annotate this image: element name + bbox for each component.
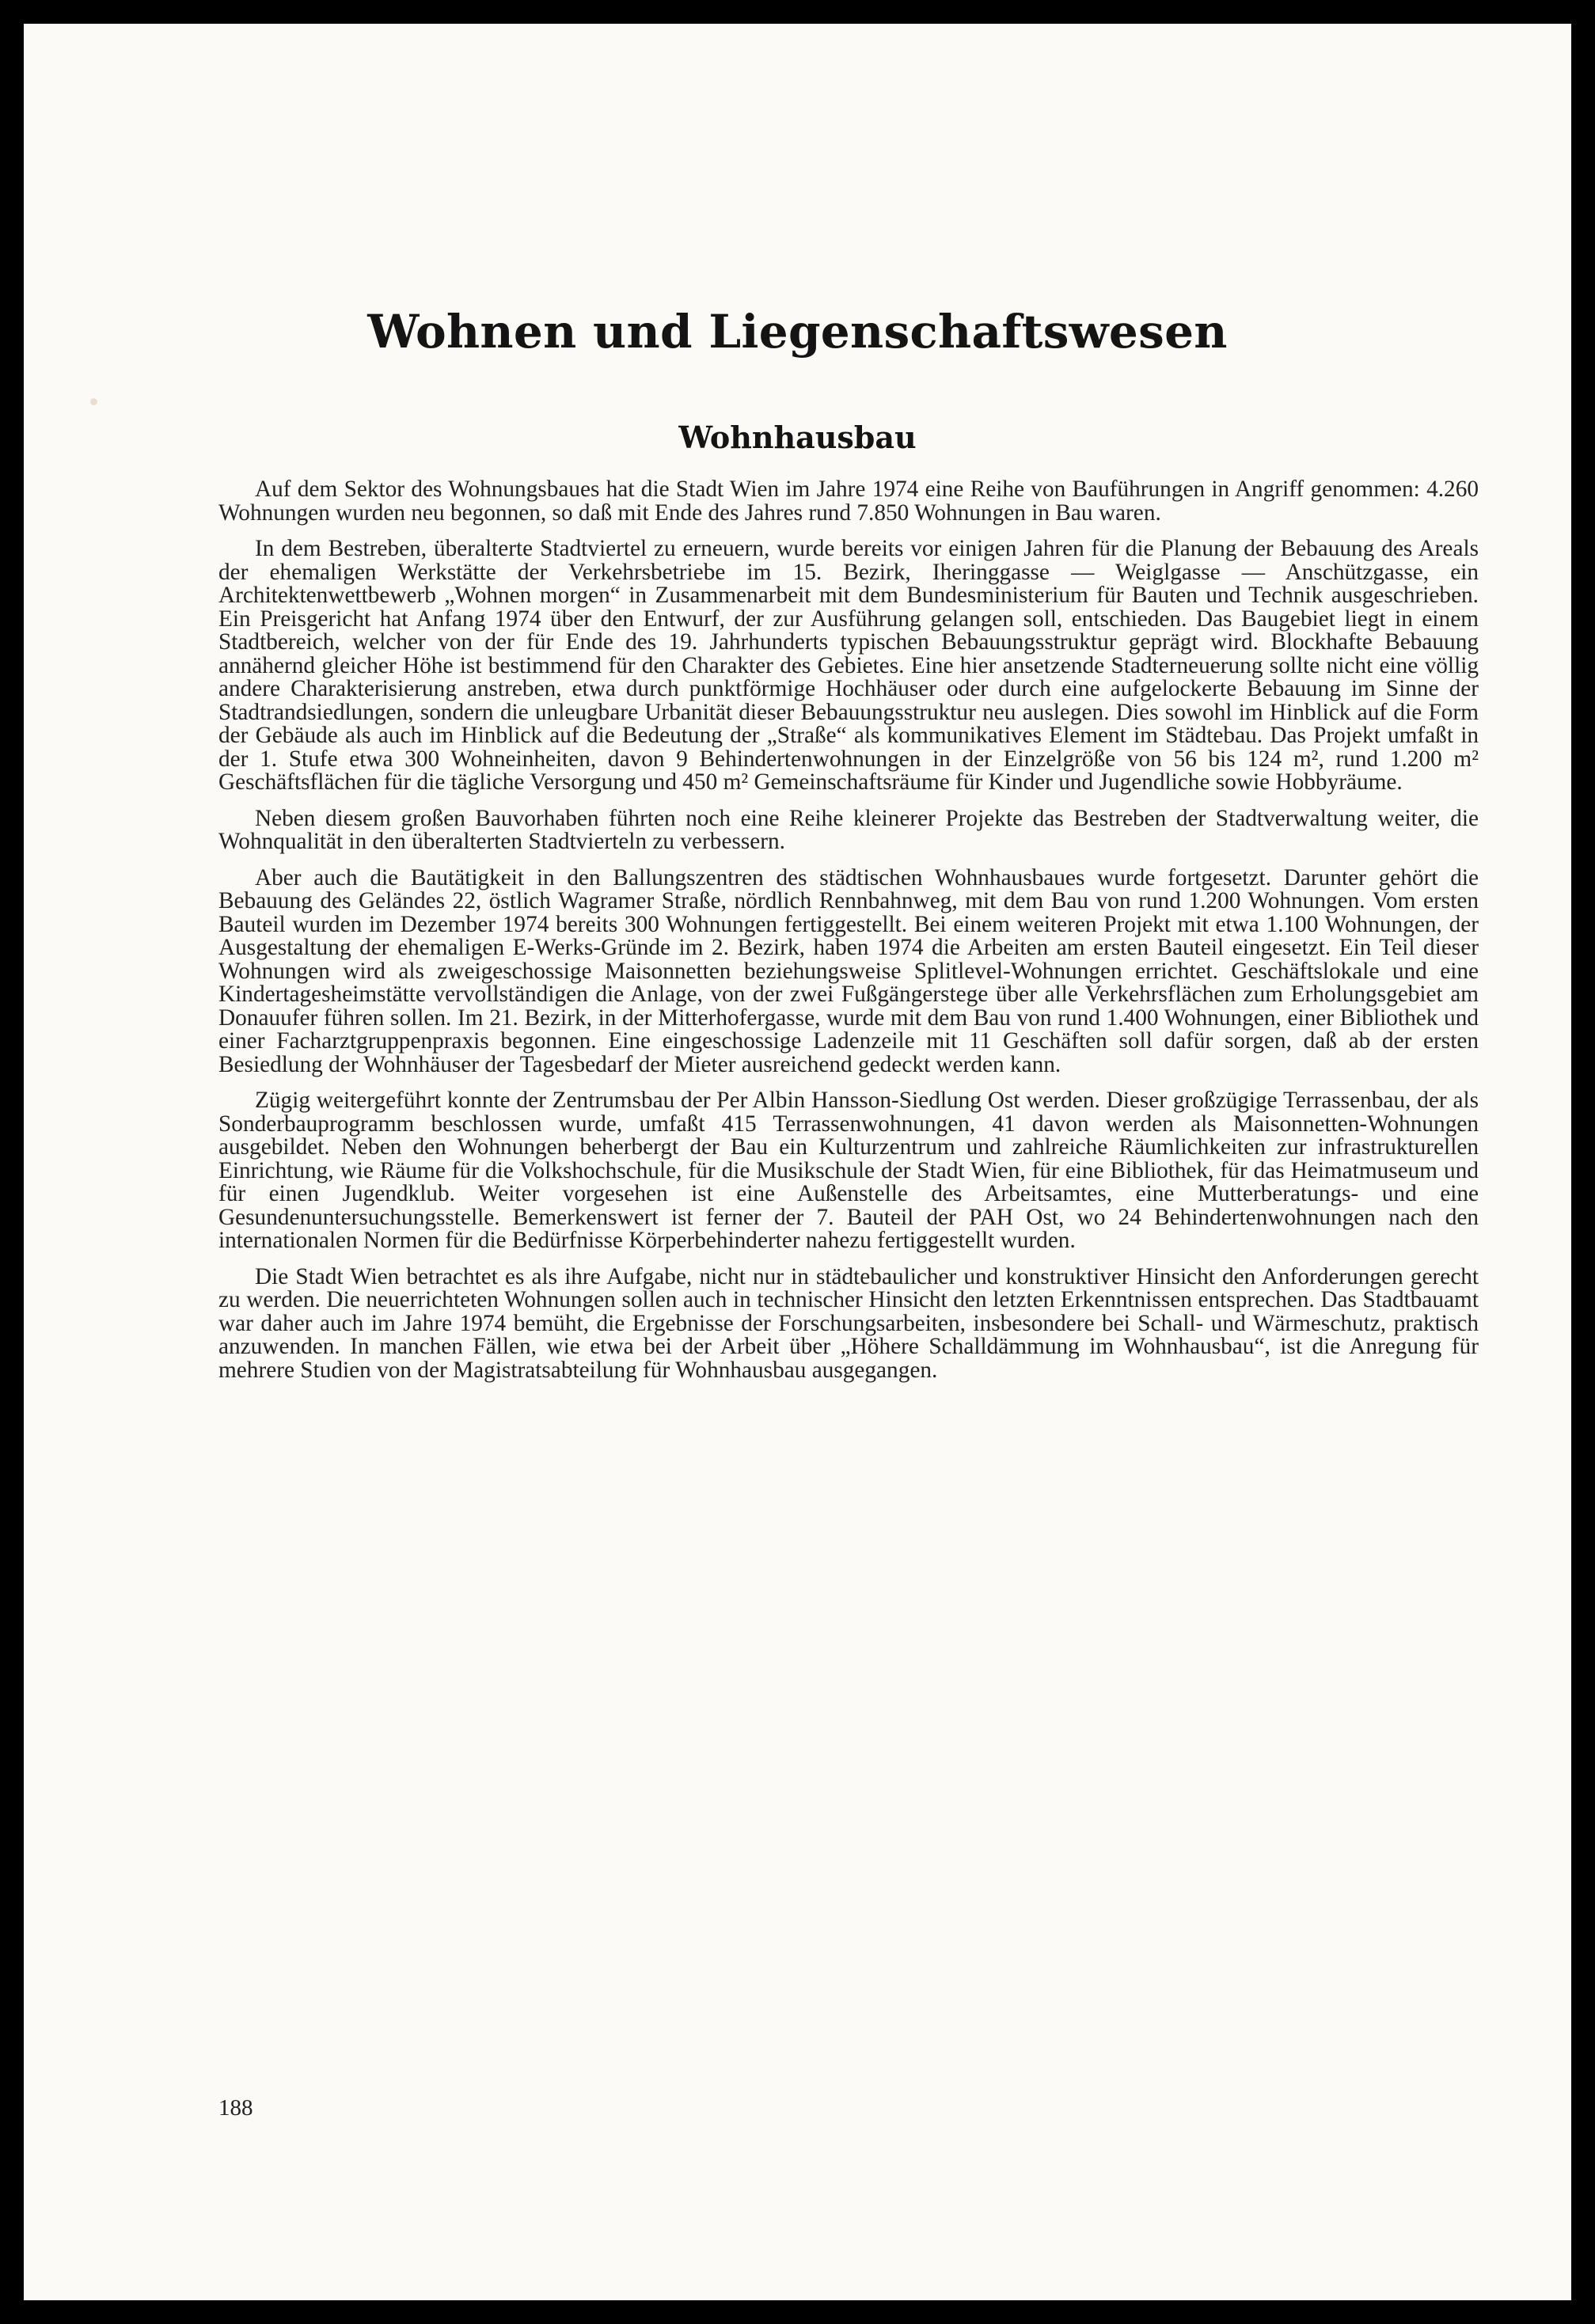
- paragraph-5: Zügig weitergeführt konnte der Zentrumsbau der Per Albin Hansson-Siedlung Ost werden. Dieser großzügige Terrassenbau, der als Sonderbauprogramm beschlossen wurde, umfaßt 415 Terrassenwohnungen, 41 davon werden als Maisonnetten-Wohnungen ausgebildet. Neben den Wohnungen beherbergt der Bau ein Kulturzentrum und zahlreiche Räumlichkeiten zur infrastrukturellen Einrichtung, wie Räume für die Volkshochschule, für die Musikschule der Stadt Wien, für eine Bibliothek, für das Heimatmuseum und für einen Jugendklub. Weiter vorgesehen ist eine Außenstelle des Arbeitsamtes, eine Mutterberatungs- und eine Gesundenuntersuchungsstelle. Bemerkenswert ist ferner der 7. Bauteil der PAH Ost, wo 24 Behindertenwohnungen nach den internationalen Normen für die Bedürfnisse Körperbehinderter nahezu fertiggestellt wurden.: [218, 1088, 1479, 1253]
- paragraph-1: Auf dem Sektor des Wohnungsbaues hat die Stadt Wien im Jahre 1974 eine Reihe von Bauführungen in Angriff genommen: 4.260 Wohnungen wurden neu begonnen, so daß mit Ende des Jahres rund 7.850 Wohnungen in Bau waren.: [218, 477, 1479, 526]
- paper-speck: [90, 398, 97, 405]
- body-text: [218, 478, 1479, 1395]
- section-title: Wohnhausbau: [678, 420, 917, 455]
- page-number: 188: [218, 2095, 253, 2121]
- paragraph-6: Die Stadt Wien betrachtet es als ihre Aufgabe, nicht nur in städtebaulicher und konstruktiver Hinsicht den Anforderungen gerecht zu werden. Die neuerrichteten Wohnungen sollen auch in technischer Hinsicht den letzten Erkenntnissen entsprechen. Das Stadtbauamt war daher auch im Jahre 1974 bemüht, die Ergebnisse der Forschungsarbeiten, insbesondere bei Schall- und Wärmeschutz, praktisch anzuwenden. In manchen Fällen, wie etwa bei der Arbeit über „Höhere Schalldämmung im Wohnhausbau“, ist die Anregung für mehrere Studien von der Magistratsabteilung für Wohnhausbau ausgegangen.: [218, 1263, 1479, 1383]
- page-title: Wohnen und Liegenschaftswesen: [367, 305, 1228, 359]
- paragraph-3: Neben diesem großen Bauvorhaben führten noch eine Reihe kleinerer Projekte das Bestreben der Stadtverwaltung weiter, die Wohnqualität in den überalterten Stadtvierteln zu verbessern.: [218, 805, 1479, 854]
- paragraph-2: In dem Bestreben, überalterte Stadtviertel zu erneuern, wurde bereits vor einigen Jahren für die Planung der Bebauung des Areals der ehemaligen Werkstätte der Verkehrsbetriebe im 15. Bezirk, Iheringgasse — Weiglgasse — Anschützgasse, ein Architektenwettbewerb „Wohnen morgen“ in Zusammenarbeit mit dem Bundesministerium für Bauten und Technik ausgeschrieben. Ein Preisgericht hat Anfang 1974 über den Entwurf, der zur Ausführung gelangen soll, entschieden. Das Baugebiet liegt in einem Stadtbereich, welcher von der für Ende des 19. Jahrhunderts typischen Bebauungsstruktur geprägt wird. Blockhafte Bebauung annähernd gleicher Höhe ist bestimmend für den Charakter des Gebietes. Eine hier ansetzende Stadterneuerung sollte nicht eine völlig andere Charakterisierung anstreben, etwa durch punktförmige Hochhäuser oder durch eine aufgelockerte Bebauung im Sinne der Stadtrandsiedlungen, sondern die unleugbare Urbanität dieser Bebauungsstruktur neu auslegen. Dies sowohl im Hinblick auf die Form der Gebäude als auch im Hinblick auf die Bedeutung der „Straße“ als kommunikatives Element im Städtebau. Das Projekt umfaßt in der 1. Stufe etwa 300 Wohneinheiten, davon 9 Behindertenwohnungen in der Einzelgröße von 56 bis 124 m², rund 1.200 m² Geschäftsflächen für die tägliche Versorgung und 450 m² Gemeinschaftsräume für Kinder und Jugendliche sowie Hobbyräume.: [218, 536, 1479, 795]
- document-page: [24, 24, 1571, 2300]
- paragraph-4: Aber auch die Bautätigkeit in den Ballungszentren des städtischen Wohnhausbaues wurde fortgesetzt. Darunter gehört die Bebauung des Geländes 22, östlich Wagramer Straße, nördlich Rennbahnweg, mit dem Bau von rund 1.200 Wohnungen. Vom ersten Bauteil wurden im Dezember 1974 bereits 300 Wohnungen fertiggestellt. Bei einem weiteren Projekt mit etwa 1.100 Wohnungen, der Ausgestaltung der ehemaligen E-Werks-Gründe im 2. Bezirk, haben 1974 die Arbeiten am ersten Bauteil eingesetzt. Ein Teil dieser Wohnungen wird als zweigeschossige Maisonnetten beziehungsweise Splitlevel-Wohnungen errichtet. Geschäftslokale und eine Kindertagesheimstätte vervollständigen die Anlage, von der zwei Fußgängerstege über alle Verkehrsflächen zum Erholungsgebiet am Donauufer führen sollen. Im 21. Bezirk, in der Mitterhofergasse, wurde mit dem Bau von rund 1.400 Wohnungen, einer Bibliothek und einer Facharztgruppenpraxis begonnen. Eine eingeschossige Ladenzeile mit 11 Geschäften soll dafür sorgen, daß ab der ersten Besiedlung der Wohnhäuser der Tagesbedarf der Mieter ausreichend gedeckt werden kann.: [218, 864, 1479, 1077]
